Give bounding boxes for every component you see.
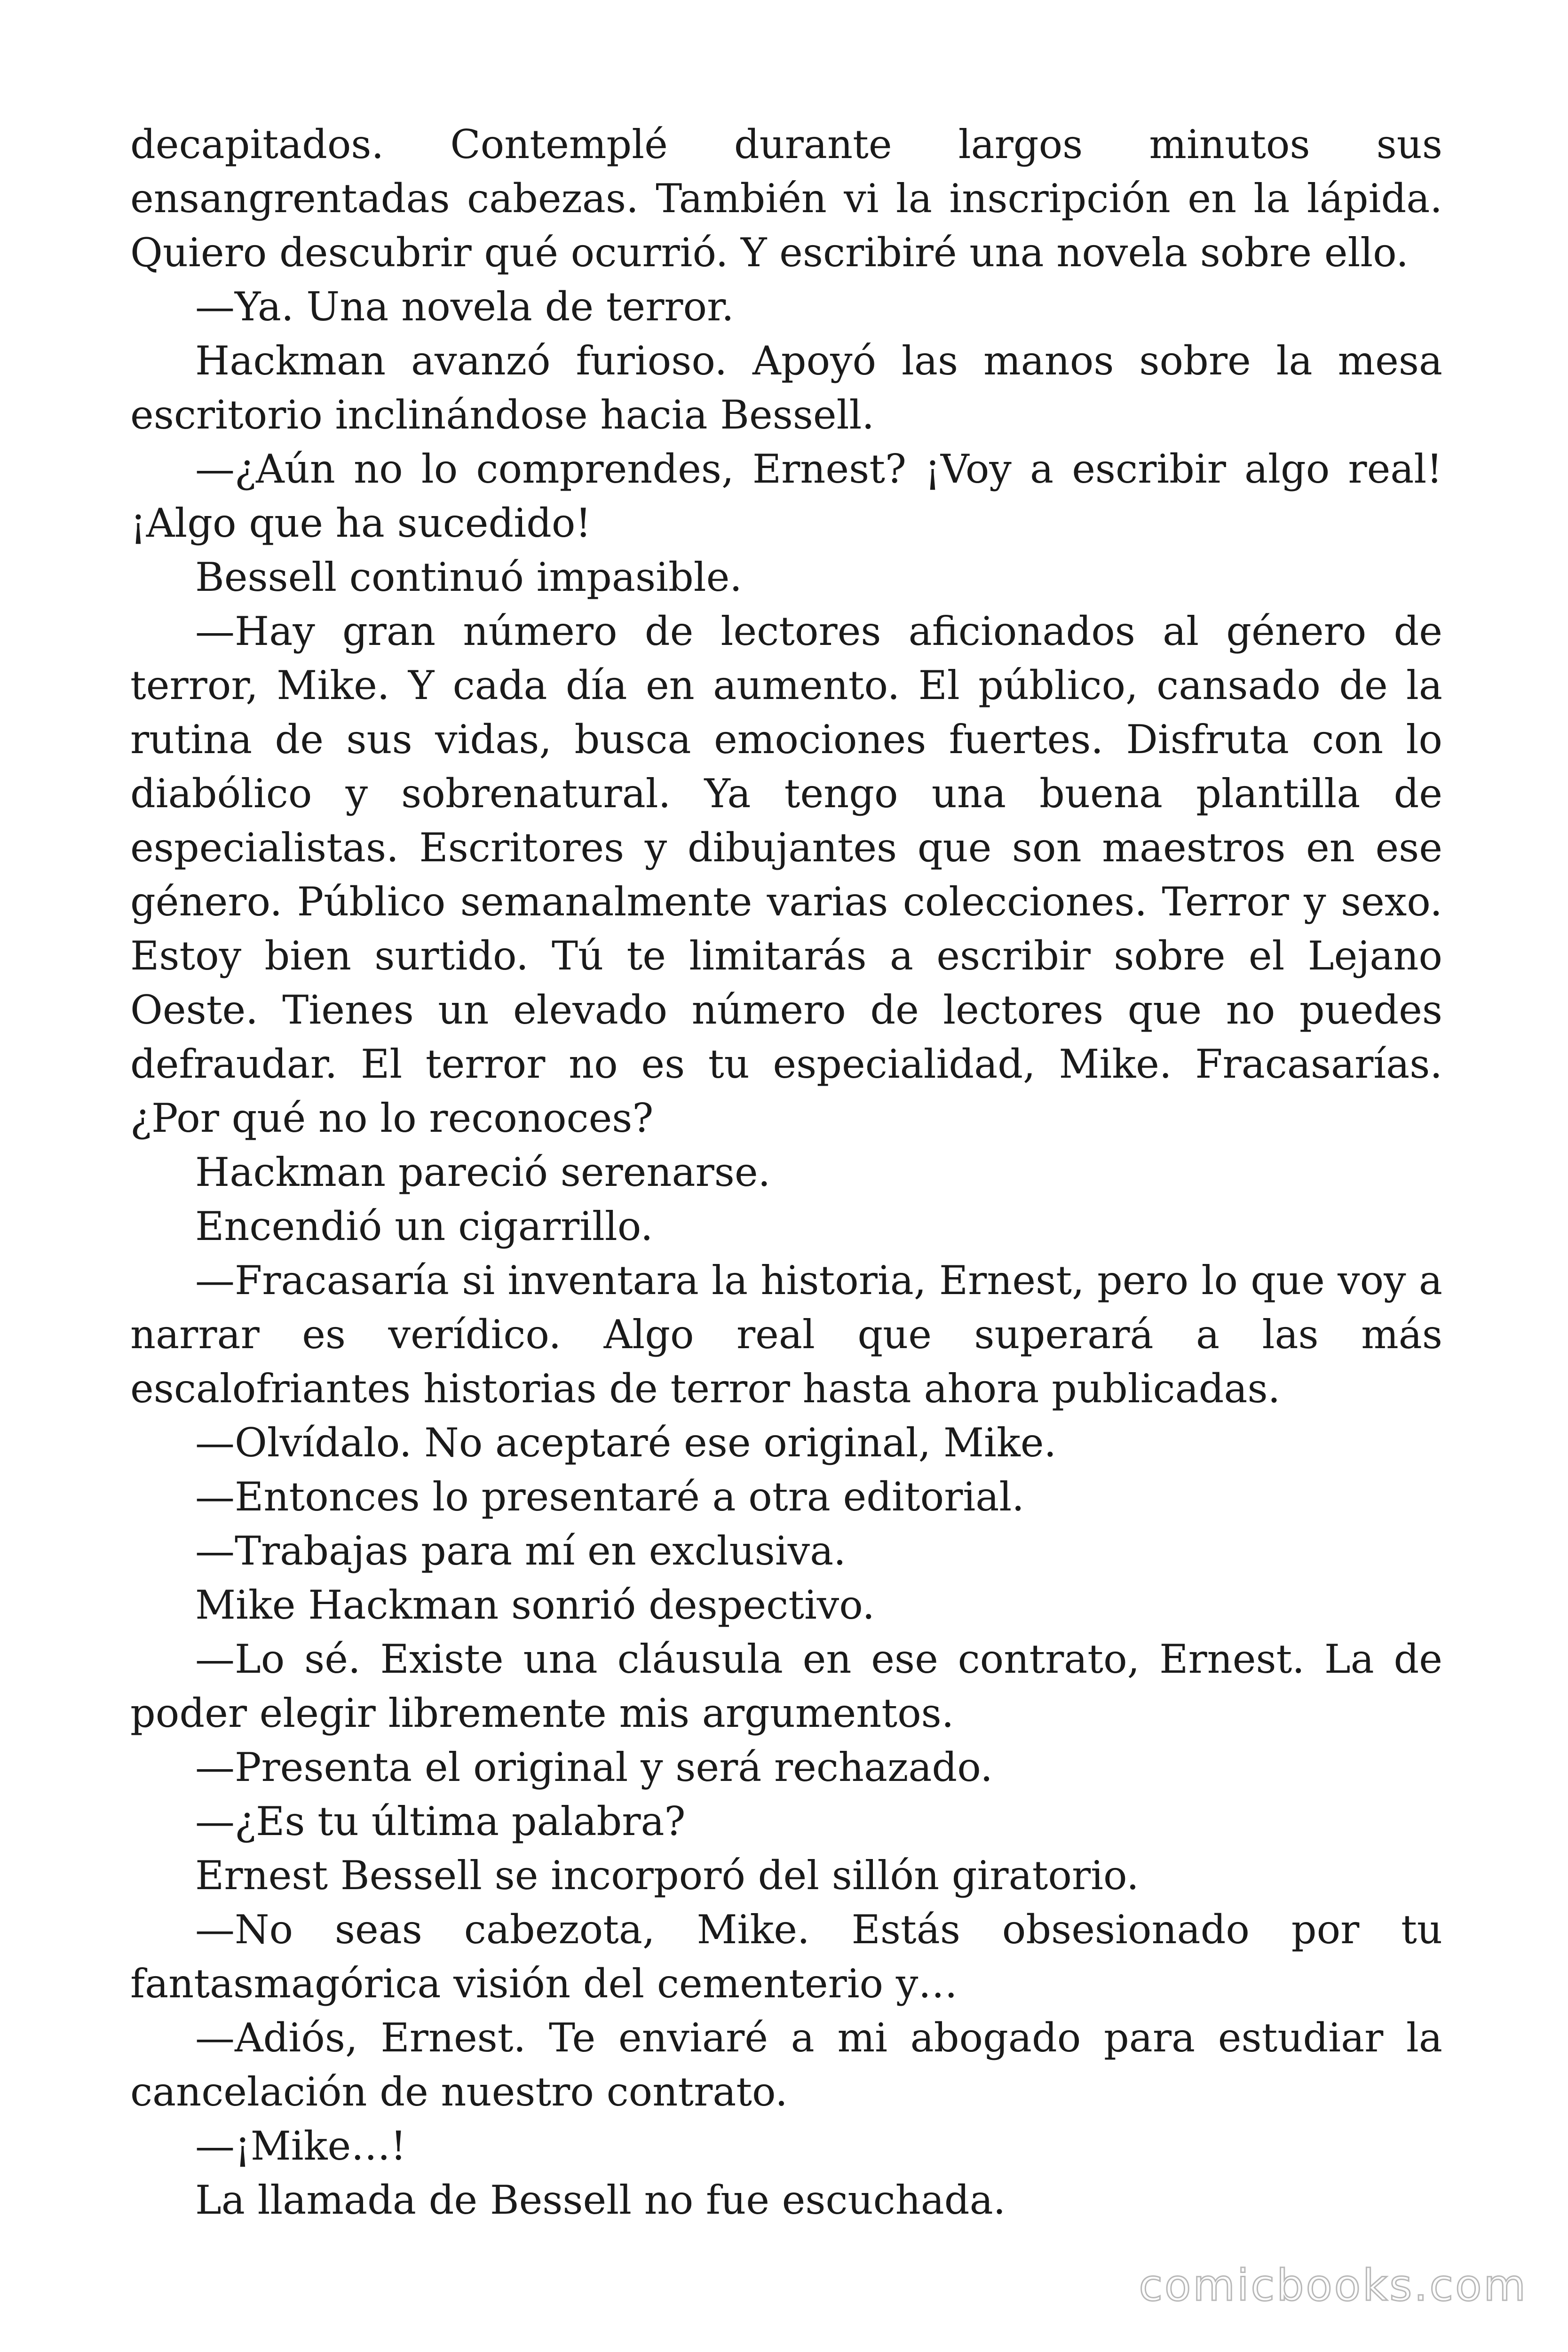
- paragraph: La llamada de Bessell no fue escuchada.: [195, 2177, 1006, 2223]
- paragraph: —Adiós, Ernest. Te enviaré a mi abogado para estudiar la cancelación de nuestro contrato.: [130, 2015, 1442, 2115]
- page-text: [130, 118, 1442, 2227]
- paragraph: —Trabajas para mí en exclusiva.: [195, 1528, 846, 1574]
- paragraph: Bessell continuó impasible.: [195, 554, 742, 600]
- paragraph: —No seas cabezota, Mike. Estás obsesionado por tu fantasmagórica visión del cementerio y…: [130, 1907, 1442, 2007]
- paragraph: —Olvídalo. No aceptaré ese original, Mike.: [195, 1420, 1057, 1466]
- paragraph: —¿Aún no lo comprendes, Ernest? ¡Voy a escribir algo real! ¡Algo que ha sucedido!: [130, 446, 1442, 546]
- paragraph: —Presenta el original y será rechazado.: [195, 1744, 993, 1790]
- paragraph: —¡Mike…!: [195, 2123, 406, 2169]
- paragraph: —Fracasaría si inventara la historia, Ernest, pero lo que voy a narrar es verídico. Algo real que superará a las más escalofriantes historias de terror hasta ahora publicadas.: [130, 1257, 1442, 1412]
- paragraph: decapitados. Contemplé durante largos minutos sus ensangrentadas cabezas. También vi la inscripción en la lápida. Quiero descubrir qué ocurrió. Y escribiré una novela sobre ello.: [130, 121, 1442, 276]
- paragraph: —Hay gran número de lectores aficionados al género de terror, Mike. Y cada día en aumento. El público, cansado de la rutina de sus vidas, busca emociones fuertes. Disfruta con lo diabólico y sobrenatural. Ya tengo una buena plantilla de especialistas. Escritores y dibujantes que son maestros en ese género. Público semanalmente varias colecciones. Terror y sexo. Estoy bien surtido. Tú te limitarás a escribir sobre el Lejano Oeste. Tienes un elevado número de lectores que no puedes defraudar. El terror no es tu especialidad, Mike. Fracasarías. ¿Por qué no lo reconoces?: [130, 608, 1442, 1141]
- paragraph: Hackman pareció serenarse.: [195, 1149, 771, 1195]
- paragraph: Hackman avanzó furioso. Apoyó las manos sobre la mesa escritorio inclinándose hacia Bessell.: [130, 338, 1442, 438]
- paragraph: —¿Es tu última palabra?: [195, 1798, 686, 1844]
- paragraph: Mike Hackman sonrió despectivo.: [195, 1582, 875, 1628]
- watermark: comicbooks.com: [1139, 2260, 1528, 2311]
- paragraph: —Entonces lo presentaré a otra editorial.: [195, 1474, 1024, 1520]
- paragraph: —Lo sé. Existe una cláusula en ese contrato, Ernest. La de poder elegir libremente mis argumentos.: [130, 1636, 1442, 1736]
- paragraph: Encendió un cigarrillo.: [195, 1203, 653, 1249]
- paragraph: Ernest Bessell se incorporó del sillón giratorio.: [195, 1852, 1139, 1899]
- paragraph: —Ya. Una novela de terror.: [195, 284, 734, 330]
